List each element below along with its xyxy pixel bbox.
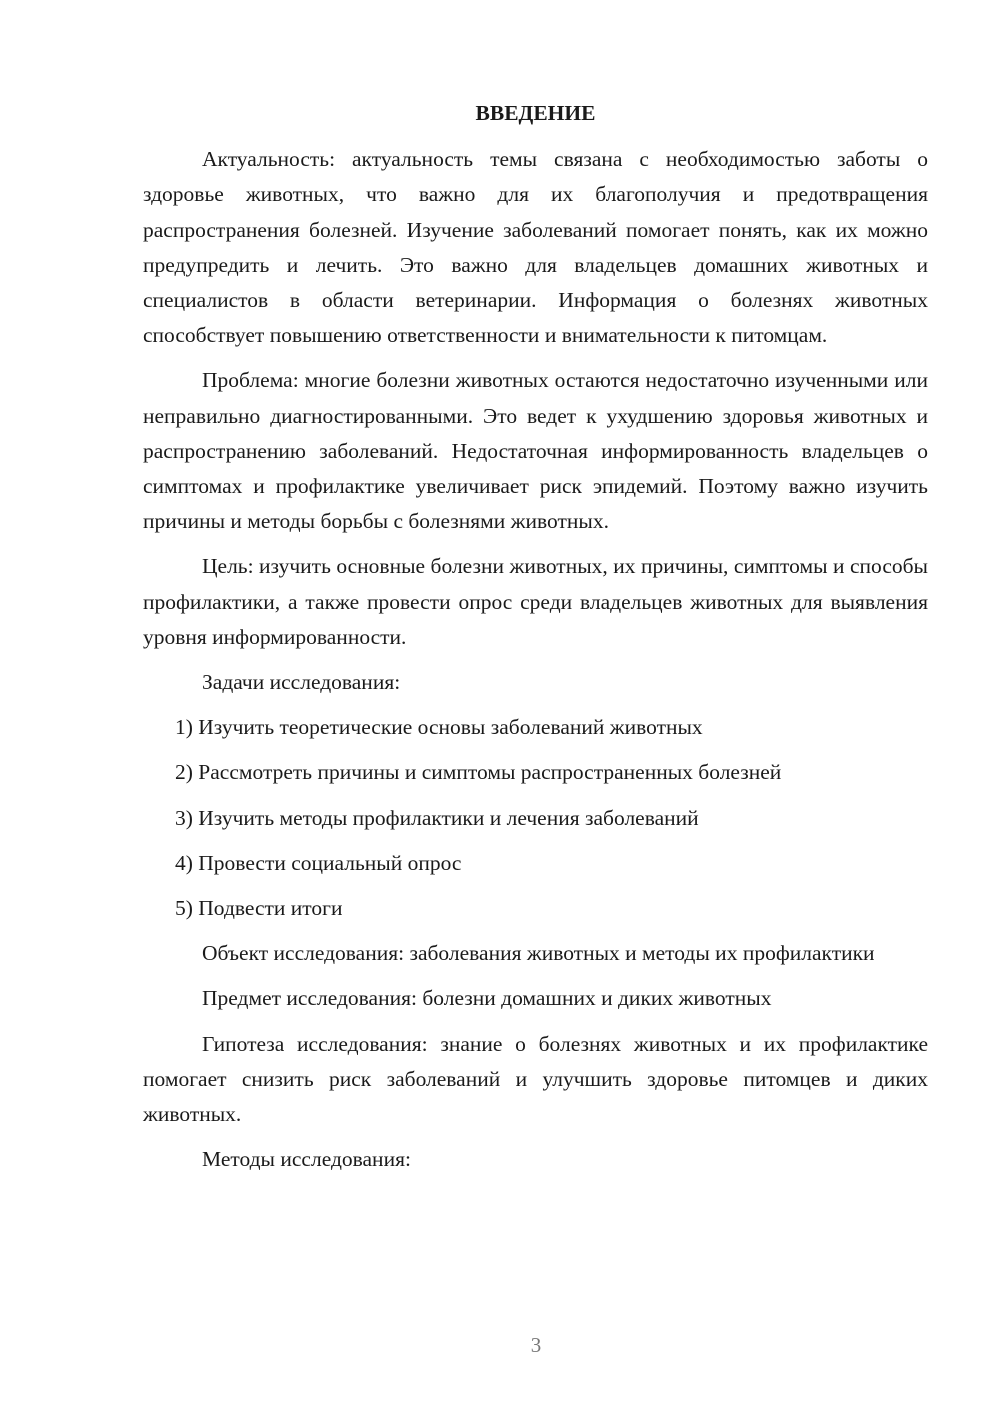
subject-paragraph: Предмет исследования: болезни домашних и диких животных: [202, 986, 772, 1011]
relevance-paragraph: Актуальность: актуальность темы связана с необходимостью заботы о здоровье животных, что важно для их благополучия и предотвращения распространения болезней. Изучение заболеваний помогает понять, как их можно предупредить и лечить. Это важно для владельцев домашних животных и специалистов в области ветеринарии. Информация о болезнях животных способствует повышению ответственности и внимательности к питомцам.: [143, 147, 928, 348]
list-item: 2) Рассмотреть причины и симптомы распространенных болезней: [175, 760, 782, 785]
list-item: 5) Подвести итоги: [175, 896, 343, 921]
hypothesis-paragraph: Гипотеза исследования: знание о болезнях животных и их профилактике помогает снизить риск заболеваний и улучшить здоровье питомцев и диких животных.: [143, 1031, 928, 1127]
section-title: ВВЕДЕНИЕ: [475, 101, 596, 125]
goal-paragraph: Цель: изучить основные болезни животных, их причины, симптомы и способы профилактики, а также провести опрос среди владельцев животных для выявления уровня информированности.: [143, 554, 928, 649]
methods-heading: Методы исследования:: [202, 1147, 411, 1172]
list-item: 1) Изучить теоретические основы заболеваний животных: [175, 715, 703, 740]
page-content: [143, 96, 928, 1187]
list-item: 4) Провести социальный опрос: [175, 850, 462, 875]
page-number: 3: [530, 1333, 542, 1357]
tasks-heading: Задачи исследования:: [202, 670, 401, 695]
list-item: 3) Изучить методы профилактики и лечения заболеваний: [175, 805, 699, 830]
problem-paragraph: Проблема: многие болезни животных остаются недостаточно изученными или неправильно диагностированными. Это ведет к ухудшению здоровья животных и распространению заболеваний. Недостаточная информированность владельцев о симптомах и профилактике увеличивает риск эпидемий. Поэтому важно изучить причины и методы борьбы с болезнями животных.: [143, 368, 928, 534]
tasks-list: [143, 710, 928, 926]
object-paragraph: Объект исследования: заболевания животных и методы их профилактики: [202, 941, 875, 966]
